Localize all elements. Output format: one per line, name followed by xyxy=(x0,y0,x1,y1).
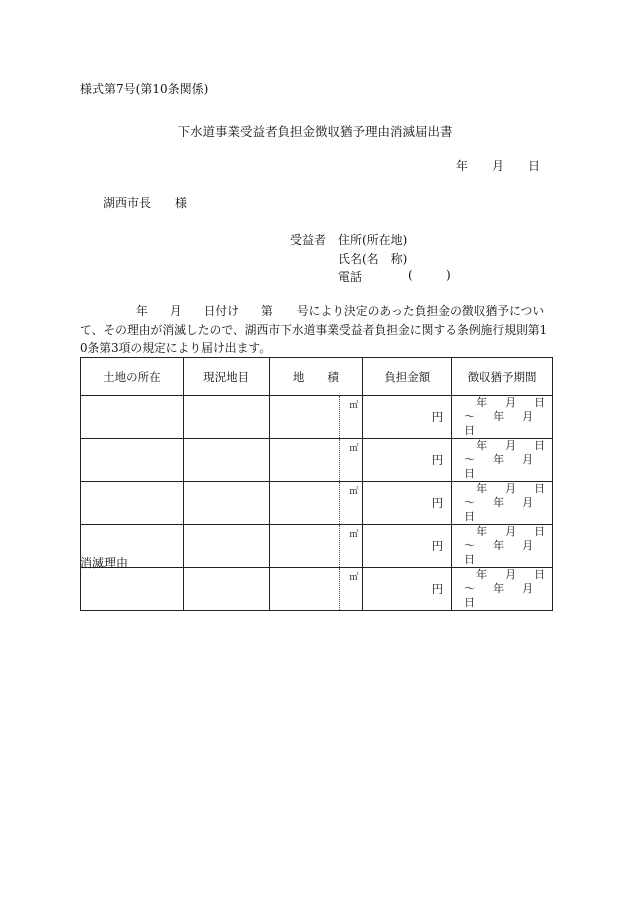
period-start-year: 年 xyxy=(476,482,488,495)
period-start-day: 日 xyxy=(534,568,546,581)
period-end-year: 年 xyxy=(493,582,505,595)
period-end-year: 年 xyxy=(493,539,505,552)
table-row xyxy=(81,396,553,439)
period-start-year: 年 xyxy=(476,568,488,581)
location-cell[interactable] xyxy=(81,568,184,611)
applicant-address-label: 住所(所在地) xyxy=(338,233,408,247)
period-start-year: 年 xyxy=(476,525,488,538)
addressee-name: 湖西市長 xyxy=(103,196,152,210)
period-cell[interactable] xyxy=(452,482,553,525)
land-table xyxy=(80,357,553,611)
area-cell[interactable] xyxy=(269,568,363,611)
table-header-row xyxy=(81,358,553,396)
body-text-1: 号により決定のあった負担金の徴収猶予につい xyxy=(296,304,545,318)
area-dotted-divider xyxy=(339,568,340,610)
location-cell[interactable] xyxy=(81,439,184,482)
area-dotted-divider xyxy=(339,525,340,567)
period-start-month: 月 xyxy=(505,525,517,538)
area-dotted-divider xyxy=(339,482,340,524)
period-end-month: 月 xyxy=(522,496,534,509)
area-unit: ㎡ xyxy=(349,444,359,454)
amount-unit: 円 xyxy=(431,453,444,467)
period-end-year: 年 xyxy=(493,453,505,466)
period-end-year: 年 xyxy=(493,410,505,423)
period-cell[interactable] xyxy=(452,525,553,568)
period-start xyxy=(452,439,552,453)
area-dotted-divider xyxy=(339,439,340,481)
location-cell[interactable] xyxy=(81,482,184,525)
phone-paren-open: ( xyxy=(408,268,413,282)
period-cell[interactable] xyxy=(452,396,553,439)
table-row xyxy=(81,568,553,611)
period-end xyxy=(452,496,552,524)
applicant-name-label: 氏名(名 称) xyxy=(338,252,408,266)
amount-unit: 円 xyxy=(431,582,444,596)
area-cell[interactable] xyxy=(269,525,363,568)
amount-unit: 円 xyxy=(431,539,444,553)
date-year: 年 xyxy=(456,159,469,173)
period-tilde: ～ xyxy=(464,582,476,595)
area-cell[interactable] xyxy=(269,439,363,482)
body-month: 月 xyxy=(169,304,182,318)
period-tilde: ～ xyxy=(464,410,476,423)
reason-label: 消滅理由 xyxy=(80,556,129,570)
addressee xyxy=(103,194,187,211)
period-end xyxy=(452,410,552,438)
applicant-phone-label: 電話 xyxy=(338,270,363,284)
period-start-day: 日 xyxy=(534,482,546,495)
area-unit: ㎡ xyxy=(349,530,359,540)
period-end xyxy=(452,539,552,567)
area-unit: ㎡ xyxy=(349,487,359,497)
period-end-month: 月 xyxy=(522,582,534,595)
period-cell[interactable] xyxy=(452,439,553,482)
form-number-label: 様式第7号(第10条関係) xyxy=(80,82,209,96)
period-end-day: 日 xyxy=(464,510,476,523)
body-text-2: て、その理由が消滅したので、湖西市下水道事業受益者負担金に関する条例施行規則第1 xyxy=(80,322,548,337)
period-start xyxy=(452,525,552,539)
header-deferral-period: 徴収猶予期間 xyxy=(452,358,553,396)
date-day: 日 xyxy=(528,159,541,173)
period-tilde: ～ xyxy=(464,539,476,552)
period-end-month: 月 xyxy=(522,453,534,466)
land-category-cell[interactable] xyxy=(183,568,269,611)
land-category-cell[interactable] xyxy=(183,396,269,439)
period-start xyxy=(452,482,552,496)
period-end xyxy=(452,453,552,481)
body-number-prefix: 第 xyxy=(261,304,273,318)
period-end xyxy=(452,582,552,610)
period-start-month: 月 xyxy=(505,396,517,409)
period-end-year: 年 xyxy=(493,496,505,509)
period-start-day: 日 xyxy=(534,396,546,409)
header-area: 地 積 xyxy=(269,358,363,396)
amount-cell[interactable] xyxy=(363,525,452,568)
amount-cell[interactable] xyxy=(363,568,452,611)
land-category-cell[interactable] xyxy=(183,439,269,482)
period-start-day: 日 xyxy=(534,439,546,452)
period-start-month: 月 xyxy=(505,482,517,495)
area-cell[interactable] xyxy=(269,482,363,525)
header-land-category: 現況地目 xyxy=(183,358,269,396)
table-row xyxy=(81,482,553,525)
amount-cell[interactable] xyxy=(363,396,452,439)
amount-cell[interactable] xyxy=(363,482,452,525)
amount-unit: 円 xyxy=(431,410,444,424)
period-start-year: 年 xyxy=(476,396,488,409)
table-row xyxy=(81,439,553,482)
header-location: 土地の所在 xyxy=(81,358,184,396)
date-month: 月 xyxy=(492,159,505,173)
land-category-cell[interactable] xyxy=(183,525,269,568)
body-text-3: 0条第3項の規定により届け出ます。 xyxy=(80,341,272,355)
period-end-day: 日 xyxy=(464,553,476,566)
period-end-month: 月 xyxy=(522,539,534,552)
period-start xyxy=(452,396,552,410)
area-cell[interactable] xyxy=(269,396,363,439)
date-line xyxy=(456,157,540,174)
period-start-year: 年 xyxy=(476,439,488,452)
phone-paren-close: ) xyxy=(446,268,451,282)
area-unit: ㎡ xyxy=(349,401,359,411)
period-tilde: ～ xyxy=(464,496,476,509)
document-title: 下水道事業受益者負担金徴収猶予理由消滅届出書 xyxy=(177,124,453,139)
table-row xyxy=(81,525,553,568)
period-start-month: 月 xyxy=(505,568,517,581)
body-paragraph xyxy=(80,302,550,358)
amount-unit: 円 xyxy=(431,496,444,510)
body-year: 年 xyxy=(136,304,148,318)
period-cell[interactable] xyxy=(452,568,553,611)
location-cell[interactable] xyxy=(81,396,184,439)
period-tilde: ～ xyxy=(464,453,476,466)
period-end-day: 日 xyxy=(464,596,476,609)
period-start-month: 月 xyxy=(505,439,517,452)
period-end-month: 月 xyxy=(522,410,534,423)
addressee-honorific: 様 xyxy=(175,196,188,210)
area-unit: ㎡ xyxy=(349,573,359,583)
body-dated: 日付け xyxy=(203,304,240,318)
applicant-role: 受益者 xyxy=(290,233,327,247)
period-start-day: 日 xyxy=(534,525,546,538)
amount-cell[interactable] xyxy=(363,439,452,482)
period-end-day: 日 xyxy=(464,467,476,480)
period-start xyxy=(452,568,552,582)
period-end-day: 日 xyxy=(464,424,476,437)
land-category-cell[interactable] xyxy=(183,482,269,525)
header-amount: 負担金額 xyxy=(363,358,452,396)
area-dotted-divider xyxy=(339,396,340,438)
